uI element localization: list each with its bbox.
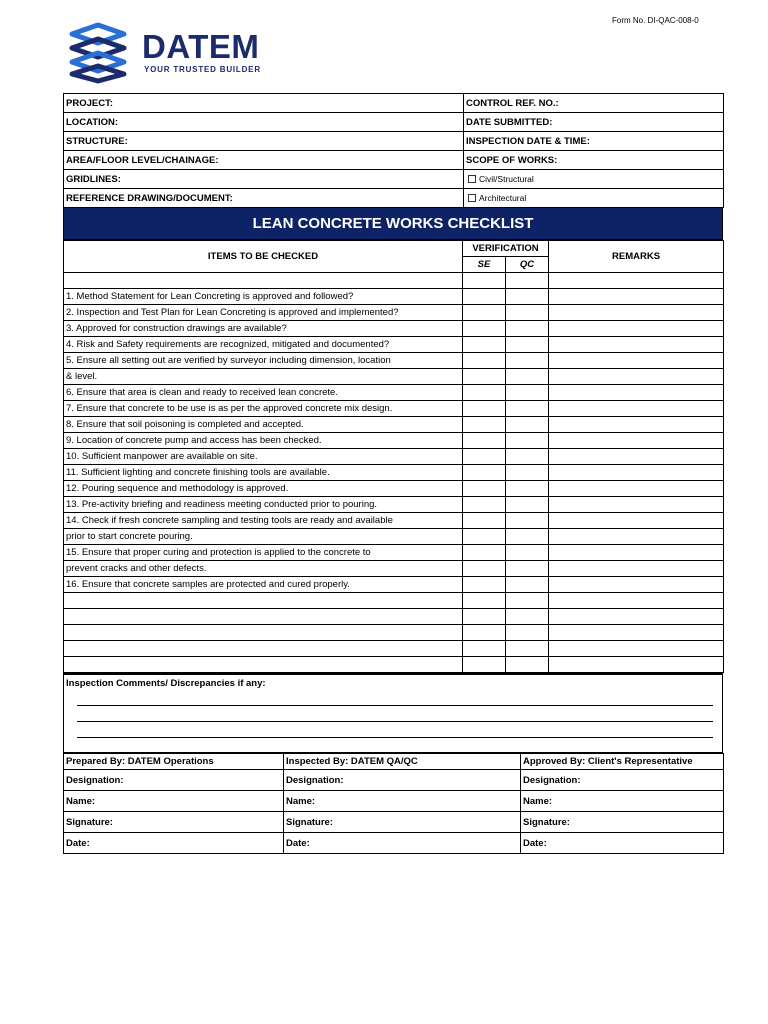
- name-field[interactable]: Name:: [284, 791, 521, 812]
- checklist-row: [64, 449, 724, 465]
- qc-verification-cell[interactable]: [506, 321, 549, 337]
- se-verification-cell[interactable]: [463, 529, 506, 545]
- se-verification-cell[interactable]: [463, 305, 506, 321]
- checklist-row: [64, 321, 724, 337]
- checklist-item-text: 3. Approved for construction drawings are available?: [64, 321, 463, 337]
- checklist-item-text: 1. Method Statement for Lean Concreting is approved and followed?: [64, 289, 463, 305]
- checklist-item-text: prior to start concrete pouring.: [64, 529, 463, 545]
- designation-field[interactable]: Designation:: [64, 770, 284, 791]
- checklist-item-text: & level.: [64, 369, 463, 385]
- remarks-cell[interactable]: [549, 385, 724, 401]
- checklist-row: [64, 529, 724, 545]
- checklist-item-text: 10. Sufficient manpower are available on site.: [64, 449, 463, 465]
- remarks-cell[interactable]: [549, 337, 724, 353]
- items-column-header: ITEMS TO BE CHECKED: [64, 241, 463, 273]
- remarks-cell[interactable]: [549, 609, 724, 625]
- qc-verification-cell[interactable]: [506, 353, 549, 369]
- checklist-item-text: 9. Location of concrete pump and access has been checked.: [64, 433, 463, 449]
- remarks-cell[interactable]: [549, 433, 724, 449]
- form-number: Form No. DI-QAC-008-0: [612, 16, 699, 25]
- qc-verification-cell[interactable]: [506, 497, 549, 513]
- date-field[interactable]: Date:: [64, 833, 284, 854]
- reference-drawing-field[interactable]: REFERENCE DRAWING/DOCUMENT:: [64, 189, 464, 208]
- signoff-table: [63, 753, 724, 854]
- name-field[interactable]: Name:: [521, 791, 724, 812]
- remarks-column-header: REMARKS: [549, 241, 724, 273]
- checklist-row: [64, 337, 724, 353]
- comment-line[interactable]: [77, 721, 713, 722]
- designation-field[interactable]: Designation:: [284, 770, 521, 791]
- checkbox-icon[interactable]: [468, 194, 476, 202]
- checklist-row: [64, 401, 724, 417]
- inspected-by-header: Inspected By: DATEM QA/QC: [284, 754, 521, 770]
- se-verification-cell[interactable]: [463, 433, 506, 449]
- remarks-cell[interactable]: [549, 593, 724, 609]
- se-verification-cell[interactable]: [463, 657, 506, 673]
- se-verification-cell[interactable]: [463, 465, 506, 481]
- approved-by-header: Approved By: Client's Representative: [521, 754, 724, 770]
- checklist-item-text: [64, 657, 463, 673]
- remarks-cell[interactable]: [549, 465, 724, 481]
- remarks-cell[interactable]: [549, 641, 724, 657]
- se-verification-cell[interactable]: [463, 513, 506, 529]
- checklist-table: [63, 240, 724, 673]
- prepared-by-header: Prepared By: DATEM Operations: [64, 754, 284, 770]
- signature-field[interactable]: Signature:: [521, 812, 724, 833]
- remarks-cell[interactable]: [549, 273, 724, 289]
- checklist-item-text: 13. Pre-activity briefing and readiness meeting conducted prior to pouring.: [64, 497, 463, 513]
- remarks-cell[interactable]: [549, 417, 724, 433]
- remarks-cell[interactable]: [549, 401, 724, 417]
- qc-verification-cell[interactable]: [506, 369, 549, 385]
- logo-name: DATEM: [142, 28, 260, 65]
- se-verification-cell[interactable]: [463, 401, 506, 417]
- checklist-row: [64, 417, 724, 433]
- checklist-row: [64, 465, 724, 481]
- se-verification-cell[interactable]: [463, 481, 506, 497]
- comment-line[interactable]: [77, 737, 713, 738]
- checklist-row: [64, 273, 724, 289]
- qc-verification-cell[interactable]: [506, 289, 549, 305]
- qc-verification-cell[interactable]: [506, 529, 549, 545]
- date-field[interactable]: Date:: [284, 833, 521, 854]
- signature-field[interactable]: Signature:: [284, 812, 521, 833]
- se-verification-cell[interactable]: [463, 417, 506, 433]
- checklist-item-text: 7. Ensure that concrete to be use is as per the approved concrete mix design.: [64, 401, 463, 417]
- qc-verification-cell[interactable]: [506, 449, 549, 465]
- se-verification-cell[interactable]: [463, 561, 506, 577]
- qc-verification-cell[interactable]: [506, 545, 549, 561]
- checklist-row: [64, 593, 724, 609]
- company-logo: [68, 22, 278, 84]
- verification-column-header: VERIFICATION: [463, 241, 549, 257]
- scope-option-label: Civil/Structural: [479, 174, 534, 184]
- remarks-cell[interactable]: [549, 657, 724, 673]
- remarks-cell[interactable]: [549, 513, 724, 529]
- scope-option-label: Architectural: [479, 193, 527, 203]
- control-ref-field[interactable]: CONTROL REF. NO.:: [464, 94, 724, 113]
- checklist-rows: [64, 273, 724, 673]
- qc-verification-cell[interactable]: [506, 513, 549, 529]
- checklist-form: [63, 93, 723, 854]
- remarks-cell[interactable]: [549, 449, 724, 465]
- checklist-row: [64, 513, 724, 529]
- checklist-row: [64, 497, 724, 513]
- se-verification-cell[interactable]: [463, 289, 506, 305]
- se-verification-cell[interactable]: [463, 609, 506, 625]
- remarks-cell[interactable]: [549, 369, 724, 385]
- remarks-cell[interactable]: [549, 625, 724, 641]
- checklist-item-text: 14. Check if fresh concrete sampling and testing tools are ready and available: [64, 513, 463, 529]
- inspection-comments[interactable]: [63, 673, 723, 753]
- checklist-item-text: [64, 593, 463, 609]
- checklist-item-text: [64, 641, 463, 657]
- signature-field[interactable]: Signature:: [64, 812, 284, 833]
- qc-verification-cell[interactable]: [506, 305, 549, 321]
- checklist-row: [64, 609, 724, 625]
- checklist-item-text: 5. Ensure all setting out are verified by surveyor including dimension, location: [64, 353, 463, 369]
- checklist-row: [64, 577, 724, 593]
- remarks-cell[interactable]: [549, 529, 724, 545]
- checklist-item-text: 6. Ensure that area is clean and ready to received lean concrete.: [64, 385, 463, 401]
- structure-field[interactable]: STRUCTURE:: [64, 132, 464, 151]
- checklist-row: [64, 481, 724, 497]
- checklist-row: [64, 625, 724, 641]
- scope-option-civil[interactable]: [464, 170, 724, 189]
- qc-column-header: QC: [506, 257, 549, 273]
- checklist-item-text: 8. Ensure that soil poisoning is completed and accepted.: [64, 417, 463, 433]
- remarks-cell[interactable]: [549, 545, 724, 561]
- checklist-item-text: [64, 273, 463, 289]
- name-field[interactable]: Name:: [64, 791, 284, 812]
- remarks-cell[interactable]: [549, 481, 724, 497]
- se-verification-cell[interactable]: [463, 577, 506, 593]
- qc-verification-cell[interactable]: [506, 593, 549, 609]
- datem-logo-icon: [68, 22, 128, 84]
- qc-verification-cell[interactable]: [506, 273, 549, 289]
- checklist-item-text: 16. Ensure that concrete samples are protected and cured properly.: [64, 577, 463, 593]
- checkbox-icon[interactable]: [468, 175, 476, 183]
- se-verification-cell[interactable]: [463, 337, 506, 353]
- checklist-row: [64, 369, 724, 385]
- checklist-item-text: [64, 625, 463, 641]
- se-verification-cell[interactable]: [463, 353, 506, 369]
- checklist-row: [64, 305, 724, 321]
- checklist-item-text: 2. Inspection and Test Plan for Lean Concreting is approved and implemented?: [64, 305, 463, 321]
- remarks-cell[interactable]: [549, 305, 724, 321]
- se-verification-cell[interactable]: [463, 625, 506, 641]
- se-verification-cell[interactable]: [463, 273, 506, 289]
- qc-verification-cell[interactable]: [506, 417, 549, 433]
- qc-verification-cell[interactable]: [506, 625, 549, 641]
- se-verification-cell[interactable]: [463, 385, 506, 401]
- checklist-title: LEAN CONCRETE WORKS CHECKLIST: [63, 208, 723, 240]
- se-verification-cell[interactable]: [463, 545, 506, 561]
- comments-label: Inspection Comments/ Discrepancies if any:: [66, 678, 266, 689]
- checklist-row: [64, 385, 724, 401]
- checklist-item-text: 4. Risk and Safety requirements are recognized, mitigated and documented?: [64, 337, 463, 353]
- qc-verification-cell[interactable]: [506, 641, 549, 657]
- se-verification-cell[interactable]: [463, 449, 506, 465]
- date-field[interactable]: Date:: [521, 833, 724, 854]
- comment-line[interactable]: [77, 705, 713, 706]
- checklist-item-text: prevent cracks and other defects.: [64, 561, 463, 577]
- logo-tagline: YOUR TRUSTED BUILDER: [144, 65, 261, 74]
- se-verification-cell[interactable]: [463, 497, 506, 513]
- checklist-row: [64, 657, 724, 673]
- checklist-row: [64, 353, 724, 369]
- qc-verification-cell[interactable]: [506, 401, 549, 417]
- location-field[interactable]: LOCATION:: [64, 113, 464, 132]
- checklist-item-text: 12. Pouring sequence and methodology is approved.: [64, 481, 463, 497]
- gridlines-field[interactable]: GRIDLINES:: [64, 170, 464, 189]
- qc-verification-cell[interactable]: [506, 465, 549, 481]
- qc-verification-cell[interactable]: [506, 609, 549, 625]
- checklist-item-text: [64, 609, 463, 625]
- remarks-cell[interactable]: [549, 353, 724, 369]
- area-floor-field[interactable]: AREA/FLOOR LEVEL/CHAINAGE:: [64, 151, 464, 170]
- checklist-row: [64, 561, 724, 577]
- checklist-row: [64, 433, 724, 449]
- inspection-date-field[interactable]: INSPECTION DATE & TIME:: [464, 132, 724, 151]
- qc-verification-cell[interactable]: [506, 561, 549, 577]
- checklist-row: [64, 641, 724, 657]
- se-column-header: SE: [463, 257, 506, 273]
- project-field[interactable]: PROJECT:: [64, 94, 464, 113]
- date-submitted-field[interactable]: DATE SUBMITTED:: [464, 113, 724, 132]
- scope-option-architectural[interactable]: [464, 189, 724, 208]
- checklist-row: [64, 289, 724, 305]
- remarks-cell[interactable]: [549, 289, 724, 305]
- remarks-cell[interactable]: [549, 561, 724, 577]
- qc-verification-cell[interactable]: [506, 385, 549, 401]
- qc-verification-cell[interactable]: [506, 577, 549, 593]
- checklist-row: [64, 545, 724, 561]
- checklist-item-text: 11. Sufficient lighting and concrete finishing tools are available.: [64, 465, 463, 481]
- qc-verification-cell[interactable]: [506, 337, 549, 353]
- designation-field[interactable]: Designation:: [521, 770, 724, 791]
- remarks-cell[interactable]: [549, 577, 724, 593]
- qc-verification-cell[interactable]: [506, 433, 549, 449]
- remarks-cell[interactable]: [549, 321, 724, 337]
- se-verification-cell[interactable]: [463, 593, 506, 609]
- scope-of-works-label: SCOPE OF WORKS:: [464, 151, 724, 170]
- project-info-table: [63, 93, 724, 208]
- qc-verification-cell[interactable]: [506, 657, 549, 673]
- remarks-cell[interactable]: [549, 497, 724, 513]
- se-verification-cell[interactable]: [463, 369, 506, 385]
- se-verification-cell[interactable]: [463, 321, 506, 337]
- qc-verification-cell[interactable]: [506, 481, 549, 497]
- checklist-item-text: 15. Ensure that proper curing and protection is applied to the concrete to: [64, 545, 463, 561]
- se-verification-cell[interactable]: [463, 641, 506, 657]
